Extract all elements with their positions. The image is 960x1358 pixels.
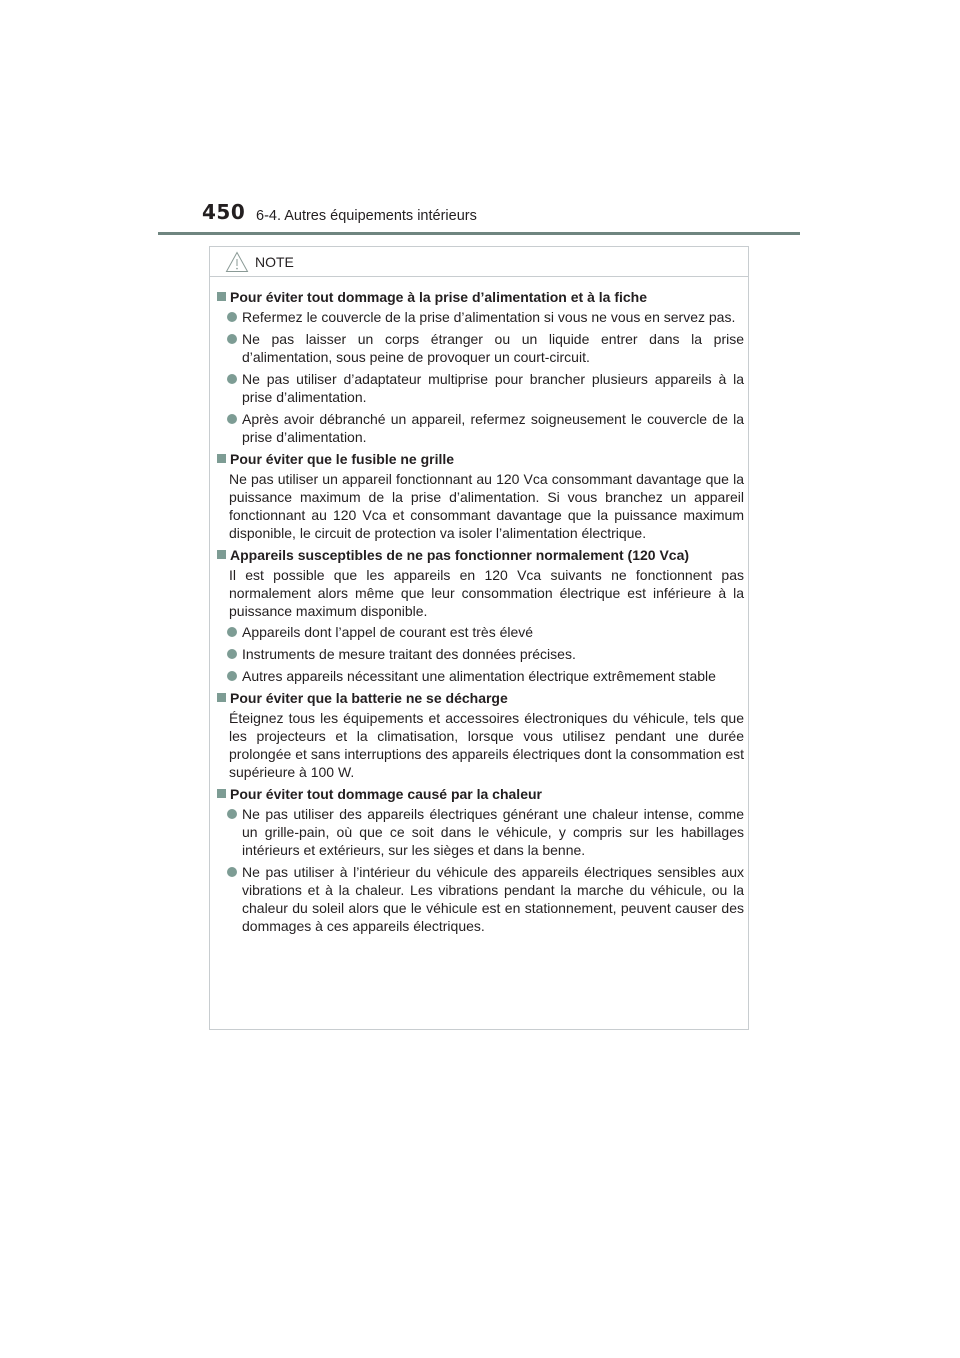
section-paragraph: Éteignez tous les équipements et accessoires électroniques du véhicule, tels que les projecteurs et la climatisation, lorsque vous utilisez pendant une durée prolongée et sans interruptions des appareils électriques dont la consommation est supérieure à 100 W.: [229, 710, 744, 780]
bullet-item: [216, 308, 744, 326]
square-bullet-icon: [217, 292, 226, 301]
circle-bullet-icon: [227, 312, 237, 322]
note-label: NOTE: [255, 254, 294, 270]
section-heading-text: Pour éviter tout dommage à la prise d’alimentation et à la fiche: [230, 289, 647, 305]
circle-bullet-icon: [227, 671, 237, 681]
bullet-text: Ne pas utiliser à l’intérieur du véhicule des appareils électriques sensibles aux vibrations et à la chaleur. Les vibrations pendant la marche du véhicule, ou la chaleur du soleil alors que le véhicule est en stationnement, peuvent causer des dommages à ces appareils électriques.: [242, 864, 744, 934]
circle-bullet-icon: [227, 374, 237, 384]
section-heading: [216, 785, 744, 803]
circle-bullet-icon: [227, 649, 237, 659]
section-heading: [216, 689, 744, 707]
page-number: 450: [202, 200, 246, 224]
square-bullet-icon: [217, 693, 226, 702]
bullet-text: Ne pas utiliser des appareils électriques générant une chaleur intense, comme un grille-pain, où que ce soit dans le véhicule, y compris sur les habillages intérieurs et extérieurs, sur les sièges et dans la benne.: [242, 806, 744, 858]
section-heading-text: Pour éviter que la batterie ne se décharge: [230, 690, 508, 706]
bullet-text: Après avoir débranché un appareil, refermez soigneusement le couvercle de la prise d’alimentation.: [242, 411, 744, 445]
section-heading-text: Appareils susceptibles de ne pas fonctionner normalement (120 Vca): [230, 547, 690, 563]
bullet-item: [216, 863, 744, 935]
bullet-item: [216, 805, 744, 859]
section-title: 6-4. Autres équipements intérieurs: [256, 208, 477, 224]
bullet-text: Refermez le couvercle de la prise d’alimentation si vous ne vous en servez pas.: [242, 309, 736, 325]
bullet-text: Autres appareils nécessitant une alimentation électrique extrêmement stable: [242, 668, 716, 684]
bullet-text: Appareils dont l’appel de courant est très élevé: [242, 624, 534, 640]
bullet-item: [216, 410, 744, 446]
note-section: [216, 450, 744, 542]
section-heading-text: Pour éviter tout dommage causé par la chaleur: [230, 786, 542, 802]
warning-triangle-icon: [225, 251, 249, 273]
circle-bullet-icon: [227, 809, 237, 819]
note-section: [216, 689, 744, 781]
note-section: [216, 288, 744, 446]
square-bullet-icon: [217, 454, 226, 463]
square-bullet-icon: [217, 789, 226, 798]
note-section: [216, 546, 744, 685]
circle-bullet-icon: [227, 414, 237, 424]
bullet-text: Instruments de mesure traitant des données précises.: [242, 646, 576, 662]
bullet-item: [216, 330, 744, 366]
bullet-item: [216, 667, 744, 685]
note-body: [216, 288, 744, 939]
circle-bullet-icon: [227, 334, 237, 344]
bullet-item: [216, 645, 744, 663]
section-heading: [216, 546, 744, 564]
bullet-text: Ne pas utiliser d’adaptateur multiprise pour brancher plusieurs appareils à la prise d’alimentation.: [242, 371, 744, 405]
note-box: [209, 246, 749, 1030]
bullet-item: [216, 623, 744, 641]
bullet-item: [216, 370, 744, 406]
section-paragraph: Il est possible que les appareils en 120 Vca suivants ne fonctionnent pas normalement alors même que leur consommation électrique est inférieure à la puissance maximum disponible.: [229, 567, 744, 619]
section-heading-text: Pour éviter que le fusible ne grille: [230, 451, 455, 467]
bullet-text: Ne pas laisser un corps étranger ou un liquide entrer dans la prise d’alimentation, sous peine de provoquer un court-circuit.: [242, 331, 744, 365]
header-rule: [158, 232, 800, 235]
note-header: [210, 247, 748, 277]
section-heading: [216, 288, 744, 306]
circle-bullet-icon: [227, 627, 237, 637]
section-heading: [216, 450, 744, 468]
section-paragraph: Ne pas utiliser un appareil fonctionnant au 120 Vca consommant davantage que la puissance maximum de la prise d’alimentation. Si vous branchez un appareil fonctionnant au 120 Vca et consommant davantage que la puissance maximum disponible, le circuit de protection va isoler l’alimentation électrique.: [229, 471, 744, 541]
note-section: [216, 785, 744, 935]
square-bullet-icon: [217, 550, 226, 559]
circle-bullet-icon: [227, 867, 237, 877]
